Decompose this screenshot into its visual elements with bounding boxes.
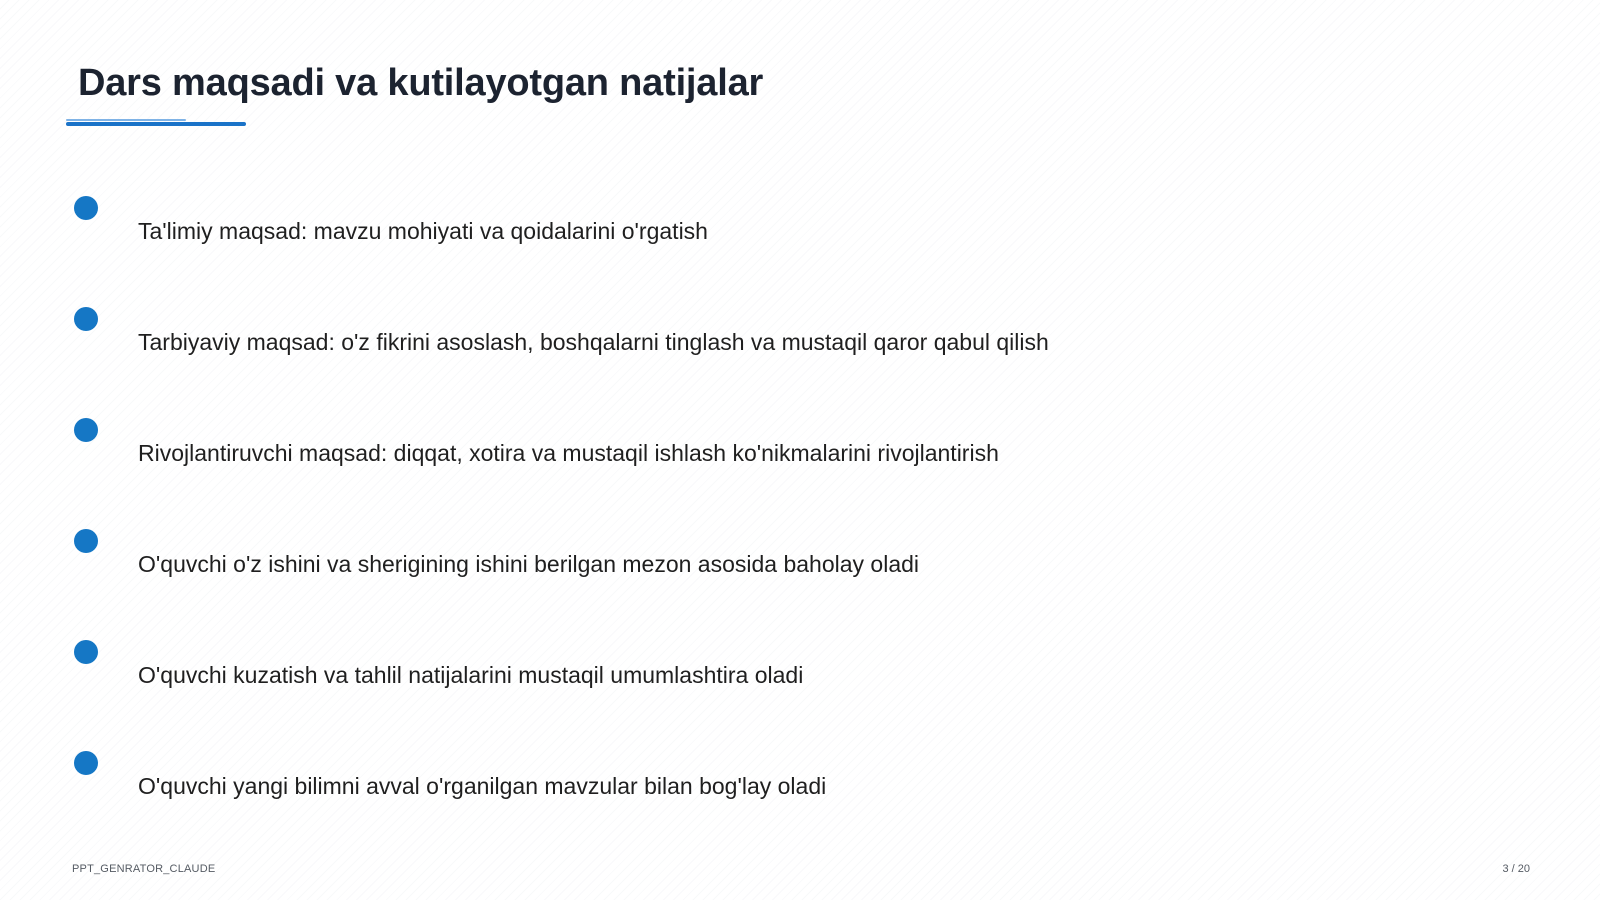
list-item [0,418,1600,498]
bullet-dot-icon [74,418,98,442]
bullet-dot-icon [74,640,98,664]
bullet-dot-icon [74,529,98,553]
bullet-text: Ta'limiy maqsad: mavzu mohiyati va qoidalarini o'rgatish [138,218,708,244]
list-item [0,529,1600,609]
bullet-text: O'quvchi o'z ishini va sherigining ishini berilgan mezon asosida baholay oladi [138,551,920,577]
slide-title: Dars maqsadi va kutilayotgan natijalar [78,62,764,104]
bullet-text: O'quvchi yangi bilimni avval o'rganilgan mavzular bilan bog'lay oladi [138,773,827,799]
bullet-dot-icon [74,307,98,331]
list-item [0,196,1600,276]
bullet-dot-icon [74,196,98,220]
list-item [0,751,1600,831]
page-indicator: 3 / 20 [1502,863,1530,875]
footer-source-label: PPT_GENRATOR_CLAUDE [72,863,216,875]
list-item [0,640,1600,720]
bullet-text: Tarbiyaviy maqsad: o'z fikrini asoslash, boshqalarni tinglash va mustaqil qaror qabul qilish [138,329,1049,355]
bullet-dot-icon [74,751,98,775]
bullet-text: Rivojlantiruvchi maqsad: diqqat, xotira va mustaqil ishlash ko'nikmalarini rivojlantirish [138,440,999,466]
bullet-text: O'quvchi kuzatish va tahlil natijalarini mustaqil umumlashtira oladi [138,662,804,688]
list-item [0,307,1600,387]
